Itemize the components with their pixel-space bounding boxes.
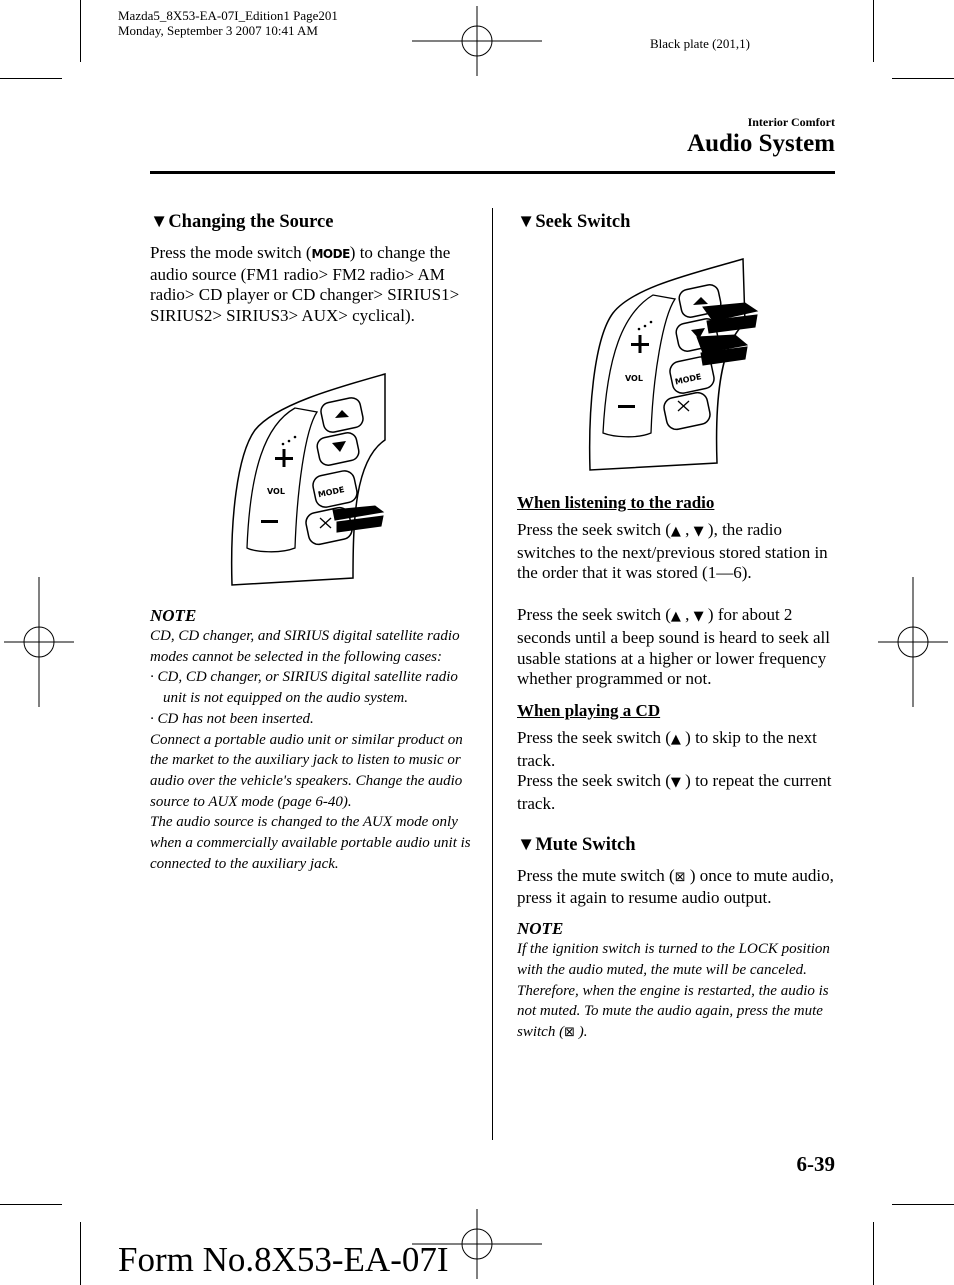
radio-paragraph-2: Press the seek switch (▲ , ▼ ) for about 2 seconds until a beep sound is heard to seek all usable stations at a higher or lower frequency whether programmed or not. — [517, 605, 831, 689]
mode-switch-illustration — [225, 370, 395, 590]
print-slug — [118, 8, 338, 38]
mute-note-paragraph-2: Therefore, when the engine is restarted, the audio is not muted. To mute the audio again, press the mute switch (⊠ ). — [517, 982, 829, 1040]
mute-paragraph: Press the mute switch (⊠ ) once to mute audio, press it again to resume audio output. — [517, 865, 834, 908]
page-number: 6-39 — [796, 1152, 835, 1176]
mode-icon: MODE — [311, 247, 350, 261]
triangle-down-icon: ▼ — [150, 212, 169, 232]
print-slug-line2: Monday, September 3 2007 10:41 AM — [118, 23, 318, 38]
page-title: Audio System — [687, 130, 835, 157]
note-heading: NOTE — [150, 606, 197, 625]
cd-paragraph-1: Press the seek switch (▲ ) to skip to the next track. — [517, 727, 817, 770]
radio-subheading: When listening to the radio — [517, 493, 715, 512]
note-heading: NOTE — [517, 919, 564, 939]
seek-down-icon: ▼ — [670, 775, 681, 791]
seek-switch-illustration — [585, 255, 765, 475]
mute-icon: ⊠ — [674, 869, 686, 885]
radio-paragraph-1: Press the seek switch (▲ , ▼ ), the radio switches to the next/previous stored station in the order that it was stored (1―6). — [517, 520, 828, 583]
plate-label: Black plate (201,1) — [650, 36, 750, 51]
mode-label: MODE — [674, 372, 703, 387]
note-aux-paragraph: Connect a portable audio unit or similar product on the market to the auxiliary jack to listen to music or audio over the vehicle's speakers. Change the audio source to AUX mode (page 6-40). — [150, 731, 463, 810]
triangle-down-icon: ▼ — [517, 834, 536, 855]
note-intro: CD, CD changer, and SIRIUS digital satellite radio modes cannot be selected in the following cases: — [150, 628, 460, 665]
note-aux-mode-paragraph: The audio source is changed to the AUX mode only when a commercially available portable audio unit is connected to the auxiliary jack. — [150, 814, 471, 872]
mute-icon: ⊠ — [564, 1024, 575, 1040]
form-number: Form No.8X53-EA-07I — [118, 1240, 449, 1279]
section-label: Interior Comfort — [747, 115, 835, 129]
vol-label: VOL — [267, 487, 285, 496]
vol-label: VOL — [625, 374, 643, 383]
seek-up-icon: ▲ — [670, 609, 681, 625]
seek-section — [517, 212, 835, 233]
cd-subheading: When playing a CD — [517, 700, 661, 720]
note-bullet-1: · CD, CD changer, or SIRIUS digital satellite radio unit is not equipped on the audio system. — [150, 669, 458, 707]
left-column — [150, 212, 472, 327]
seek-up-icon: ▲ — [670, 524, 681, 539]
note-bullet-2: · CD has not been inserted. — [150, 710, 314, 727]
mute-switch-heading: ▼Mute Switch — [517, 834, 636, 855]
seek-switch-heading: ▼Seek Switch — [517, 212, 631, 232]
right-column-text — [517, 493, 837, 1044]
mode-label: MODE — [317, 484, 346, 500]
seek-down-icon: ▼ — [693, 609, 704, 625]
print-slug-line1: Mazda5_8X53-EA-07I_Edition1 Page201 — [118, 8, 338, 23]
triangle-down-icon: ▼ — [517, 212, 536, 232]
mute-note-paragraph-1: If the ignition switch is turned to the LOCK position with the audio muted, the mute will be canceled. — [517, 941, 830, 978]
changing-source-heading: ▼Changing the Source — [150, 212, 334, 232]
left-note — [150, 606, 472, 874]
seek-down-icon: ▼ — [693, 524, 704, 539]
column-divider — [492, 208, 493, 1140]
seek-up-icon: ▲ — [670, 731, 681, 747]
header-rule — [150, 171, 835, 174]
cd-paragraph-2: Press the seek switch (▼ ) to repeat the current track. — [517, 771, 832, 814]
changing-source-paragraph: Press the mode switch (MODE) to change the audio source (FM1 radio> FM2 radio> AM radio> CD player or CD changer> SIRIUS1> SIRIUS2> SIRIUS3> AUX> cyclical). — [150, 243, 460, 326]
